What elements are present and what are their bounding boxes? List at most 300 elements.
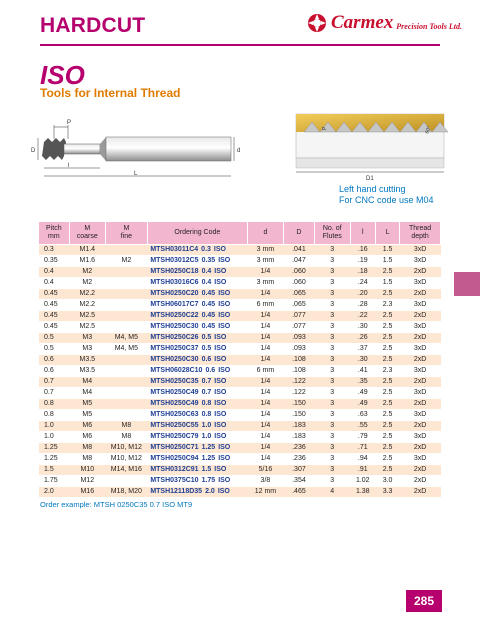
cell-d: 3 mm [247,245,283,256]
cell-ordering-code [147,278,247,289]
cell-ordering-code [147,465,247,476]
cell-l: .71 [350,443,375,454]
column-header [283,222,314,245]
ordering-standard: ISO [214,345,227,352]
cell-l: .79 [350,432,375,443]
cell-flutes: 3 [314,344,350,355]
cell-depth: 2xD [400,355,441,366]
cell-D: .047 [283,256,314,267]
cell-flutes: 3 [314,278,350,289]
cell-d: 1/4 [247,377,283,388]
column-header [247,222,283,245]
cell-l: .22 [350,311,375,322]
cell-pitch: 1.0 [39,421,69,432]
cell-flutes: 3 [314,311,350,322]
cell-coarse: M10 [69,465,105,476]
cell-flutes: 3 [314,377,350,388]
cell-coarse: M8 [69,443,105,454]
ordering-size: 1.5 [201,466,212,473]
cell-pitch: 2.0 [39,487,69,498]
cell-coarse: M1.6 [69,256,105,267]
page-number: 285 [406,590,442,612]
cell-coarse: M5 [69,399,105,410]
cell-pitch: 0.6 [39,355,69,366]
cell-l: .55 [350,421,375,432]
column-header-line-1: No. of [322,225,342,232]
ordering-size: 0.6 [205,367,216,374]
cell-pitch: 0.8 [39,410,69,421]
cell-coarse: M6 [69,432,105,443]
ordering-code: MTSH03016C6 [150,279,199,286]
cell-l: .94 [350,454,375,465]
cell-l: .24 [350,278,375,289]
cell-flutes: 3 [314,322,350,333]
ordering-size: 0.45 [201,323,216,330]
cell-d: 1/4 [247,399,283,410]
cell-L: 2.5 [375,443,399,454]
cell-depth: 2xD [400,333,441,344]
cell-fine [105,245,147,256]
table-row [39,322,441,333]
ordering-code: MTSH0250C30 [150,323,199,330]
cell-flutes: 3 [314,421,350,432]
cell-D: .122 [283,377,314,388]
cell-d: 3 mm [247,256,283,267]
cell-L: 2.5 [375,421,399,432]
ordering-standard: ISO [214,466,227,473]
table-row [39,399,441,410]
cell-L: 2.5 [375,465,399,476]
ordering-code: MTSH0250C79 [150,433,199,440]
section-title: ISO [40,60,85,90]
ordering-standard: ISO [214,279,227,286]
cell-flutes: 3 [314,366,350,377]
ordering-size: 0.8 [201,400,212,407]
column-header [375,222,399,245]
column-header-line-1: M [123,225,130,232]
cell-flutes: 3 [314,245,350,256]
cell-pitch: 0.4 [39,278,69,289]
cell-D: .307 [283,465,314,476]
label-p: P [67,120,72,126]
ordering-standard: ISO [214,356,227,363]
ordering-code: MTSH0250C63 [150,411,199,418]
cell-d: 1/4 [247,344,283,355]
cell-l: .41 [350,366,375,377]
cell-D: .236 [283,454,314,465]
ordering-code: MTSH0250C94 [150,455,199,462]
ordering-code: MTSH0375C10 [150,477,199,484]
cell-l: 1.02 [350,476,375,487]
cell-ordering-code [147,256,247,267]
cell-L: 2.5 [375,289,399,300]
cell-fine [105,289,147,300]
thread-section [296,114,448,172]
ordering-code: MTSH0250C37 [150,345,199,352]
table-row [39,300,441,311]
cell-l: .37 [350,344,375,355]
cell-flutes: 3 [314,256,350,267]
ordering-code: MTSH06028C10 [150,367,203,374]
cell-coarse: M3 [69,344,105,355]
ordering-code: MTSH0250C35 [150,378,199,385]
cell-coarse: M5 [69,410,105,421]
cell-depth: 2xD [400,487,441,498]
column-header [350,222,375,245]
note-line-1: Left hand cutting [339,184,406,194]
cell-coarse: M3.5 [69,355,105,366]
cell-ordering-code [147,443,247,454]
cell-l: .63 [350,410,375,421]
table-row [39,333,441,344]
cell-ordering-code [147,289,247,300]
table-row [39,366,441,377]
cell-d: 1/4 [247,388,283,399]
cell-flutes: 3 [314,300,350,311]
ordering-size: 0.7 [201,378,212,385]
column-header-line-1: Thread [408,225,432,232]
ordering-size: 0.4 [201,279,212,286]
cell-depth: 2xD [400,399,441,410]
column-header-line-1: d [263,229,268,236]
cell-L: 2.5 [375,322,399,333]
cell-l: .20 [350,289,375,300]
ordering-standard: ISO [218,477,231,484]
cell-ordering-code [147,366,247,377]
cell-ordering-code [147,300,247,311]
side-tab [454,272,480,296]
cell-ordering-code [147,432,247,443]
cell-d: 1/4 [247,267,283,278]
cell-L: 2.5 [375,333,399,344]
cell-D: .065 [283,289,314,300]
column-header [105,222,147,245]
cell-d: 6 mm [247,300,283,311]
ordering-standard: ISO [214,378,227,385]
ordering-standard: ISO [217,488,230,495]
cell-pitch: 1.75 [39,476,69,487]
table-row [39,289,441,300]
cell-flutes: 3 [314,399,350,410]
ordering-standard: ISO [218,290,231,297]
cell-L: 2.5 [375,388,399,399]
cell-coarse: M6 [69,421,105,432]
column-header-line-2: coarse [76,233,98,240]
cell-D: .060 [283,267,314,278]
cell-coarse: M3 [69,333,105,344]
table-row [39,311,441,322]
cell-l: .28 [350,300,375,311]
cell-depth: 3xD [400,454,441,465]
cell-pitch: 0.6 [39,366,69,377]
label-l: l [68,163,70,169]
ordering-size: 0.4 [201,268,212,275]
order-example: Order example: MTSH 0250C35 0.7 ISO MT9 [40,500,193,509]
cell-L: 2.3 [375,366,399,377]
cell-l: 1.38 [350,487,375,498]
cell-flutes: 3 [314,289,350,300]
ordering-code: MTSH0250C26 [150,334,199,341]
cell-depth: 2xD [400,289,441,300]
cutting-note [339,184,434,206]
cell-L: 2.5 [375,454,399,465]
cell-l: .49 [350,399,375,410]
cell-coarse: M2 [69,267,105,278]
ordering-code: MTSH06017C7 [150,301,199,308]
cell-L: 1.5 [375,278,399,289]
cell-flutes: 3 [314,465,350,476]
cell-fine [105,278,147,289]
cell-flutes: 3 [314,410,350,421]
cell-depth: 2xD [400,476,441,487]
cell-pitch: 1.0 [39,432,69,443]
cell-pitch: 1.25 [39,454,69,465]
cell-pitch: 1.25 [39,443,69,454]
cell-L: 2.5 [375,377,399,388]
cell-flutes: 3 [314,355,350,366]
ordering-size: 0.45 [201,312,216,319]
header-title: HARDCUT [40,14,146,37]
cell-D: .354 [283,476,314,487]
cell-d: 1/4 [247,355,283,366]
cell-flutes: 3 [314,432,350,443]
note-line-2: For CNC code use M04 [339,195,434,205]
table-header-row [39,222,441,245]
ordering-standard: ISO [213,246,226,253]
cell-ordering-code [147,388,247,399]
cell-ordering-code [147,333,247,344]
cell-d: 5/16 [247,465,283,476]
cell-pitch: 0.7 [39,388,69,399]
carmex-logo-icon [306,13,328,33]
table-row [39,487,441,498]
column-header-line-1: Ordering Code [174,229,221,236]
ordering-standard: ISO [214,389,227,396]
cell-fine: M8 [105,432,147,443]
cell-ordering-code [147,267,247,278]
cell-coarse: M8 [69,454,105,465]
ordering-standard: ISO [214,433,227,440]
ordering-standard: ISO [218,444,231,451]
cell-fine [105,388,147,399]
cell-pitch: 1.5 [39,465,69,476]
ordering-standard: ISO [218,367,231,374]
cell-depth: 3xD [400,388,441,399]
cell-depth: 2xD [400,443,441,454]
table-body [39,245,441,498]
cell-coarse: M2.5 [69,311,105,322]
ordering-size: 1.0 [201,422,212,429]
cell-coarse: M16 [69,487,105,498]
ordering-standard: ISO [214,422,227,429]
cell-coarse: M2.2 [69,289,105,300]
ordering-size: 0.7 [201,389,212,396]
cell-ordering-code [147,245,247,256]
ordering-code: MTSH03012C5 [150,257,199,264]
cell-depth: 3xD [400,300,441,311]
cell-pitch: 0.5 [39,344,69,355]
cell-L: 2.5 [375,410,399,421]
cell-d: 1/4 [247,421,283,432]
cell-ordering-code [147,344,247,355]
cell-D: .093 [283,344,314,355]
cell-coarse: M12 [69,476,105,487]
column-header [400,222,441,245]
table-row [39,278,441,289]
cell-L: 3.0 [375,476,399,487]
label-D: D [31,148,36,154]
cell-coarse: M2.2 [69,300,105,311]
cell-fine: M4, M5 [105,344,147,355]
cell-fine: M8 [105,421,147,432]
cell-pitch: 0.45 [39,322,69,333]
cell-d: 1/4 [247,410,283,421]
cell-D: .465 [283,487,314,498]
column-header-line-2: mm [47,233,60,240]
ordering-standard: ISO [218,455,231,462]
cell-D: .108 [283,366,314,377]
ordering-size: 0.5 [201,345,212,352]
cell-depth: 2xD [400,465,441,476]
cell-flutes: 3 [314,443,350,454]
ordering-size: 1.25 [201,444,216,451]
ordering-code: MTSH0250C71 [150,444,199,451]
thread-mill-tool [42,137,231,161]
column-header-line-2: depth [411,233,429,240]
table-row [39,421,441,432]
table-row [39,245,441,256]
cell-D: .183 [283,421,314,432]
cell-D: .077 [283,311,314,322]
cell-L: 2.5 [375,399,399,410]
cell-L: 2.5 [375,432,399,443]
column-header [39,222,69,245]
table-row [39,344,441,355]
cell-coarse: M2.5 [69,322,105,333]
cell-D: .150 [283,410,314,421]
table-row [39,465,441,476]
ordering-code: MTSH0250C18 [150,268,199,275]
carmex-logo [306,12,462,34]
ordering-size: 1.0 [201,433,212,440]
table-row [39,256,441,267]
ordering-size: 0.35 [201,257,216,264]
table-row [39,454,441,465]
cell-flutes: 4 [314,487,350,498]
cell-fine: M14, M16 [105,465,147,476]
table-row [39,388,441,399]
ordering-standard: ISO [214,268,227,275]
cell-D: .093 [283,333,314,344]
cell-l: .35 [350,377,375,388]
cell-depth: 3xD [400,432,441,443]
cell-D: .060 [283,278,314,289]
cell-L: 1.5 [375,245,399,256]
ordering-standard: ISO [214,400,227,407]
column-header-line-1: L [385,229,390,236]
cell-depth: 3xD [400,366,441,377]
cell-pitch: 0.45 [39,300,69,311]
column-header-line-1: M [84,225,91,232]
cell-pitch: 0.4 [39,267,69,278]
cell-fine [105,311,147,322]
column-header [314,222,350,245]
cell-d: 1/4 [247,454,283,465]
cell-pitch: 0.3 [39,245,69,256]
cell-D: .065 [283,300,314,311]
cell-pitch: 0.35 [39,256,69,267]
ordering-standard: ISO [218,323,231,330]
cell-fine [105,399,147,410]
cell-l: .18 [350,267,375,278]
cell-d: 1/4 [247,311,283,322]
cell-depth: 3xD [400,256,441,267]
column-header-line-1: D [296,229,302,236]
cell-ordering-code [147,487,247,498]
cell-fine [105,377,147,388]
cell-coarse: M4 [69,388,105,399]
cell-pitch: 0.7 [39,377,69,388]
ordering-standard: ISO [218,301,231,308]
cell-depth: 2xD [400,267,441,278]
cell-L: 2.3 [375,300,399,311]
ordering-standard: ISO [218,312,231,319]
cell-D: .122 [283,388,314,399]
cell-L: 2.5 [375,267,399,278]
cell-fine [105,267,147,278]
cell-D: .183 [283,432,314,443]
cell-ordering-code [147,311,247,322]
cell-fine [105,366,147,377]
ordering-code: MTSH12118D35 [150,488,203,495]
ordering-standard: ISO [214,334,227,341]
cell-l: .49 [350,388,375,399]
cell-L: 3.3 [375,487,399,498]
cell-fine [105,300,147,311]
cell-depth: 3xD [400,322,441,333]
cell-depth: 3xD [400,344,441,355]
label-d-small: d [237,148,241,154]
ordering-code: MTSH0250C49 [150,389,199,396]
cell-fine: M10, M12 [105,443,147,454]
cell-D: .077 [283,322,314,333]
ordering-size: 0.6 [201,356,212,363]
cell-l: .26 [350,333,375,344]
cell-fine [105,322,147,333]
cell-D: .041 [283,245,314,256]
cell-d: 1/4 [247,432,283,443]
ordering-size: 0.45 [201,301,216,308]
ordering-size: 0.45 [201,290,216,297]
cell-pitch: 0.8 [39,399,69,410]
column-header-line-2: fine [120,233,133,240]
ordering-code: MTSH0250C20 [150,290,199,297]
cell-fine: M2 [105,256,147,267]
cell-pitch: 0.45 [39,289,69,300]
cell-coarse: M4 [69,377,105,388]
cell-d: 3/8 [247,476,283,487]
product-table [39,222,441,497]
label-D1: D1 [366,176,374,182]
column-header [147,222,247,245]
cell-d: 1/4 [247,333,283,344]
cell-pitch: 0.5 [39,333,69,344]
cell-L: 1.5 [375,256,399,267]
ordering-code: MTSH03011C4 [150,246,199,253]
cell-ordering-code [147,476,247,487]
cell-fine: M18, M20 [105,487,147,498]
cell-d: 1/4 [247,289,283,300]
